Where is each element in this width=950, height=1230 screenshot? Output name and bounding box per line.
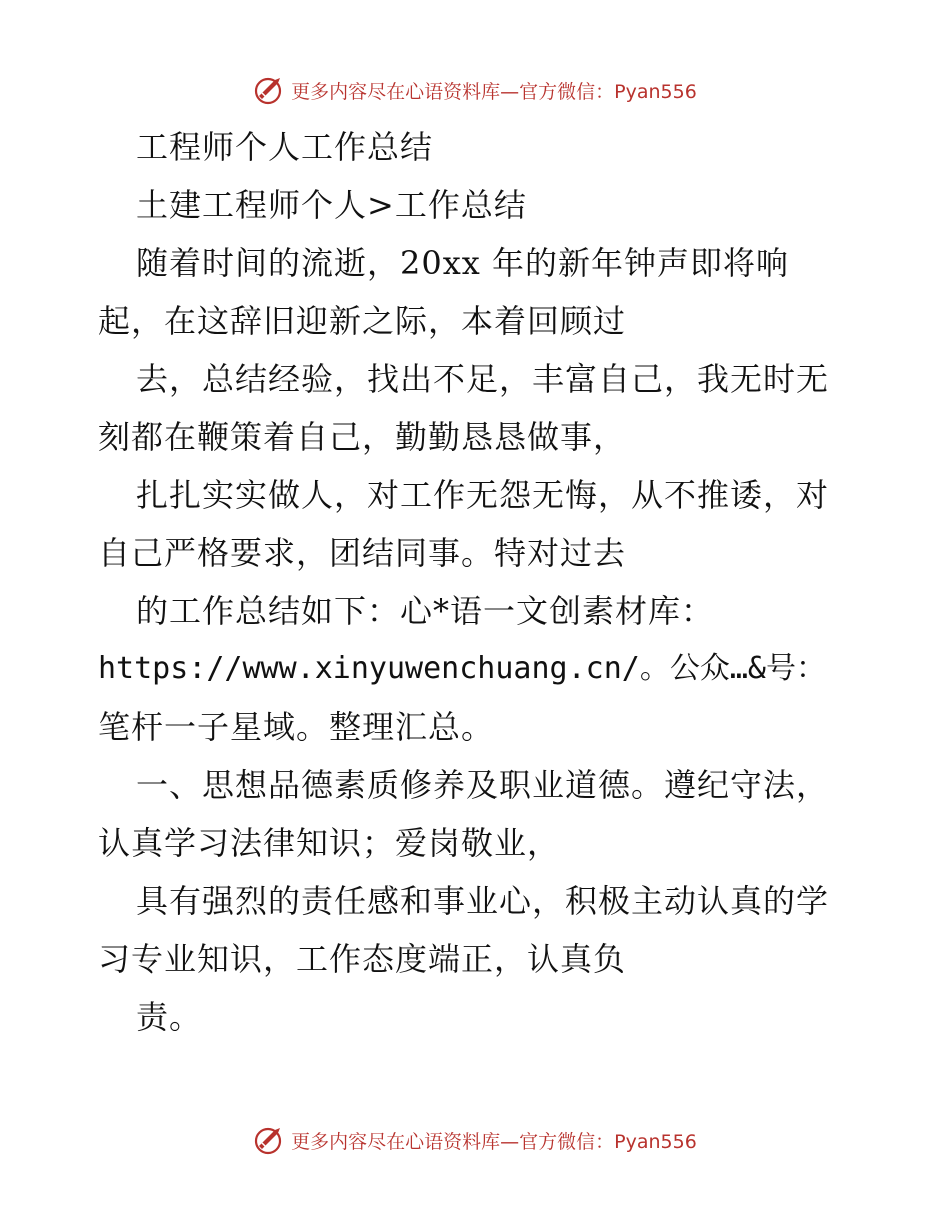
paragraph-line: 自己严格要求，团结同事。特对过去 bbox=[98, 534, 627, 572]
document-subtitle: 土建工程师个人>工作总结 bbox=[136, 186, 527, 224]
quill-pen-logo-icon bbox=[253, 1124, 285, 1156]
document-body bbox=[98, 118, 858, 1046]
paragraph-line: 的工作总结如下：心*语一文创素材库： bbox=[136, 592, 715, 630]
paragraph-line: 刻都在鞭策着自己，勤勤恳恳做事， bbox=[98, 418, 627, 456]
paragraph-line: 扎扎实实做人，对工作无怨无悔，从不推诿，对 bbox=[136, 476, 830, 514]
paragraph-line: 去，总结经验，找出不足，丰富自己，我无时无 bbox=[136, 360, 830, 398]
paragraph-line: 随着时间的流逝，20xx 年的新年钟声即将响 bbox=[136, 244, 789, 282]
quill-pen-logo-icon bbox=[253, 74, 285, 106]
header-banner bbox=[0, 72, 950, 108]
url-line: https://www.xinyuwenchuang.cn/。公众…&号： bbox=[98, 651, 826, 686]
document-title: 工程师个人工作总结 bbox=[136, 128, 434, 166]
footer-banner bbox=[0, 1122, 950, 1158]
paragraph-line: 认真学习法律知识；爱岗敬业， bbox=[98, 824, 561, 862]
paragraph-line: 起，在这辞旧迎新之际，本着回顾过 bbox=[98, 302, 627, 340]
paragraph-line: 习专业知识，工作态度端正，认真负 bbox=[98, 940, 627, 978]
paragraph-line: 责。 bbox=[136, 998, 203, 1036]
footer-banner-text: 更多内容尽在心语资料库—官方微信：Pyan556 bbox=[291, 1130, 697, 1153]
paragraph-line: 笔杆一子星域。整理汇总。 bbox=[98, 708, 495, 746]
paragraph-line: 具有强烈的责任感和事业心，积极主动认真的学 bbox=[136, 882, 830, 920]
header-banner-text: 更多内容尽在心语资料库—官方微信：Pyan556 bbox=[291, 80, 697, 103]
section-heading-line: 一、思想品德素质修养及职业道德。遵纪守法， bbox=[136, 766, 830, 804]
